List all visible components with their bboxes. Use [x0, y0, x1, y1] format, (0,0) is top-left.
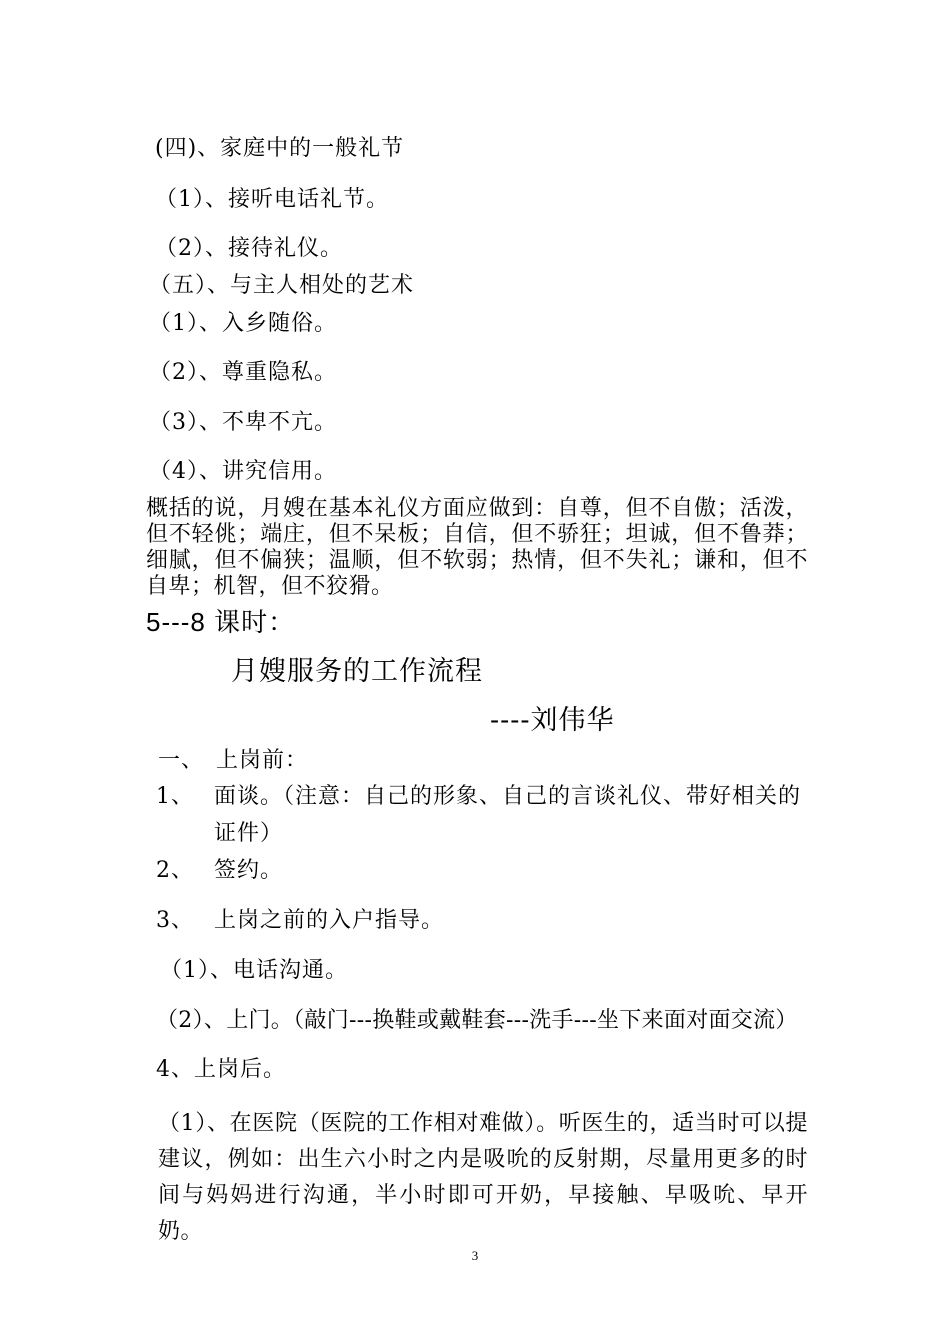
- step-4: 4、上岗后。: [156, 1057, 286, 1082]
- section-one-text: 上岗前：: [216, 748, 309, 773]
- section-five-heading: （五）、与主人相处的艺术: [149, 273, 415, 298]
- section-four-item-2: （2）、接待礼仪。: [155, 236, 343, 261]
- step-3: [156, 908, 444, 934]
- step-2-number: 2、: [156, 858, 194, 883]
- section-five-item-3: （3）、不卑不亢。: [149, 410, 337, 435]
- lesson-heading: 5---8 课时：: [146, 607, 296, 637]
- section-one-heading: [158, 748, 308, 774]
- page-number: 3: [471, 1248, 479, 1263]
- step-2: [156, 858, 283, 884]
- section-four-item-1: （1）、接听电话礼节。: [155, 187, 389, 212]
- sub-step-phone: （1）、电话沟通。: [160, 958, 348, 983]
- sub-step-visit: （2）、上门。（敲门---换鞋或戴鞋套---洗手---坐下来面对面交流）: [156, 1008, 798, 1033]
- document-title: 月嫂服务的工作流程: [231, 656, 483, 687]
- step-1-number: 1、: [156, 784, 194, 809]
- etiquette-summary-paragraph: 概括的说，月嫂在基本礼仪方面应做到：自尊，但不自傲；活泼，但不轻佻；端庄，但不呆板；自信，但不骄狂；坦诚，但不鲁莽；细腻，但不偏狭；温顺，但不软弱；热情，但不失礼；谦和，但不自卑；机智，但不狡猾。: [146, 496, 808, 599]
- section-five-item-2: （2）、尊重隐私。: [149, 360, 337, 385]
- step-1-continuation: 证件）: [214, 821, 284, 846]
- section-five-item-4: （4）、讲究信用。: [149, 459, 337, 484]
- step-1-text: 面谈。（注意：自己的形象、自己的言谈礼仪、带好相关的: [214, 784, 802, 809]
- section-five-item-1: （1）、入乡随俗。: [149, 311, 337, 336]
- section-one-number: 一、: [158, 748, 205, 773]
- step-1: [156, 784, 801, 810]
- section-four-heading: (四)、家庭中的一般礼节: [155, 136, 405, 161]
- author-line: ----刘伟华: [490, 705, 615, 736]
- step-3-number: 3、: [156, 908, 194, 933]
- step-3-text: 上岗之前的入户指导。: [214, 908, 445, 933]
- hospital-paragraph: （1）、在医院（医院的工作相对难做）。听医生的，适当时可以提建议，例如：出生六小时之内是吸吮的反射期，尽量用更多的时间与妈妈进行沟通，半小时即可开奶，早接触、早吸吮、早开奶。: [158, 1111, 808, 1244]
- step-2-text: 签约。: [214, 858, 284, 883]
